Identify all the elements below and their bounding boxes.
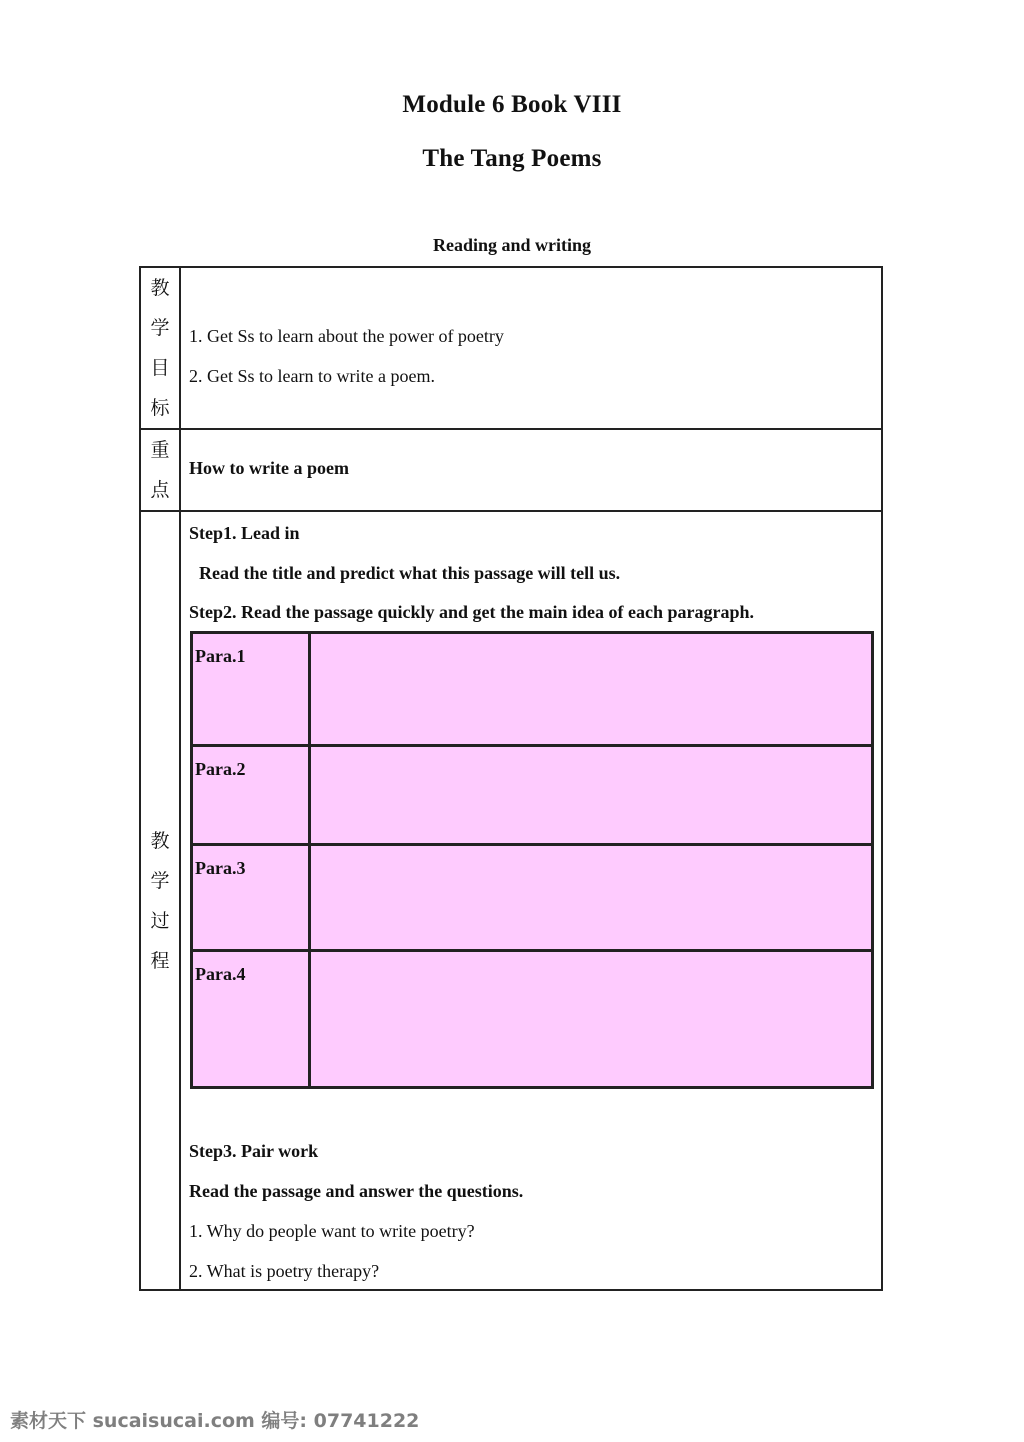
key-point-label — [141, 430, 181, 510]
paragraph-answer-cell[interactable] — [311, 634, 871, 744]
objectives-label — [141, 268, 181, 428]
question-item: 2. What is poetry therapy? — [189, 1261, 380, 1281]
objectives-label-char: 目 — [150, 357, 170, 379]
process-label-char: 教 — [150, 829, 170, 852]
paragraph-row — [193, 952, 871, 1086]
paragraph-row — [193, 634, 871, 747]
process-row — [141, 512, 881, 1289]
section-heading: Reading and writing — [432, 235, 592, 255]
objectives-label-char: 教 — [150, 277, 170, 299]
objectives-label-char: 标 — [150, 397, 170, 419]
process-label-char: 学 — [150, 869, 170, 892]
key-point-label-char: 重 — [150, 439, 170, 461]
paragraph-label: Para.3 — [193, 846, 311, 949]
step2-text: Step2. Read the passage quickly and get the main idea of each paragraph. — [189, 602, 755, 622]
objectives-content — [189, 316, 873, 396]
paragraph-answer-cell[interactable] — [311, 846, 871, 949]
question-item: 1. Why do people want to write poetry? — [189, 1221, 475, 1241]
step1-title: Step1. Lead in — [189, 523, 300, 543]
step3-text: Read the passage and answer the questions. — [189, 1181, 524, 1201]
process-label-char: 程 — [150, 949, 170, 972]
objectives-label-char: 学 — [150, 317, 170, 339]
objective-item: 2. Get Ss to learn to write a poem. — [189, 366, 435, 386]
document-subtitle: The Tang Poems — [422, 145, 602, 172]
paragraph-row — [193, 846, 871, 952]
watermark: 素材天下 sucaisucai.com 编号: 07741222 — [10, 1410, 420, 1432]
key-point-row — [141, 430, 881, 512]
paragraph-label: Para.4 — [193, 952, 311, 1086]
paragraph-label: Para.1 — [193, 634, 311, 744]
key-point-text: How to write a poem — [189, 458, 349, 478]
process-label-char: 过 — [150, 909, 170, 932]
paragraph-answer-cell[interactable] — [311, 952, 871, 1086]
step1-text: Read the title and predict what this passage will tell us. — [199, 563, 621, 583]
step3-title: Step3. Pair work — [189, 1141, 319, 1161]
objective-item: 1. Get Ss to learn about the power of poetry — [189, 326, 504, 346]
lesson-plan-table — [139, 266, 883, 1291]
paragraph-row — [193, 747, 871, 846]
key-point-label-char: 点 — [150, 479, 170, 501]
process-label — [141, 512, 181, 1289]
objectives-row — [141, 268, 881, 430]
document-title: Module 6 Book VIII — [402, 91, 622, 118]
paragraph-label: Para.2 — [193, 747, 311, 843]
paragraph-answer-cell[interactable] — [311, 747, 871, 843]
paragraph-summary-table — [190, 631, 874, 1089]
